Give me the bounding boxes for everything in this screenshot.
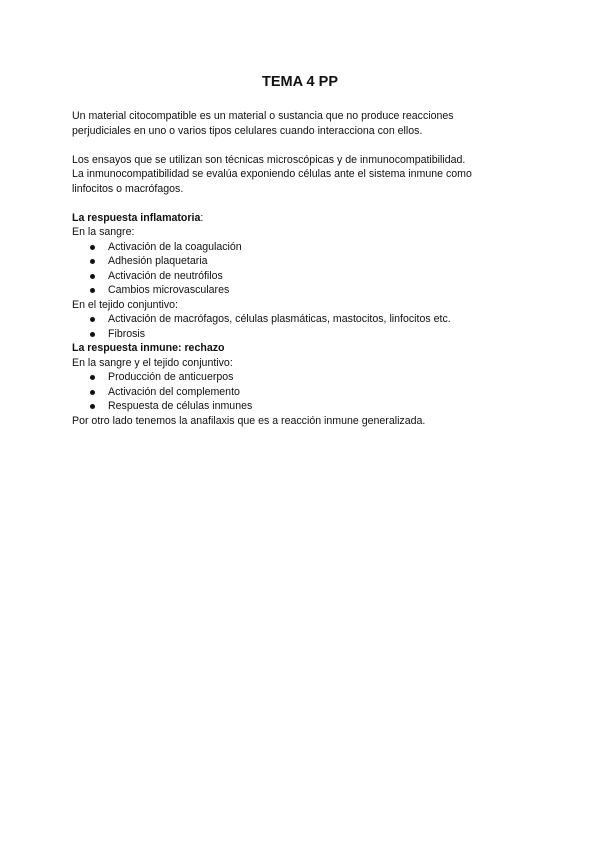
list-item (72, 240, 532, 255)
ensayos-line: La inmunocompatibilidad se evalúa exponiendo células ante el sistema inmune como (72, 168, 472, 180)
bullet-icon (90, 390, 95, 395)
bullet-icon (90, 332, 95, 337)
sangre-list (72, 240, 532, 298)
bullet-icon (90, 245, 95, 250)
list-item-text: Activación del complemento (108, 385, 240, 398)
list-item (72, 312, 532, 327)
paragraph-gap (72, 196, 532, 211)
bullet-icon (90, 404, 95, 409)
list-item-text: Respuesta de células inmunes (108, 400, 253, 412)
bullet-icon (90, 288, 95, 293)
ensayos-line: Los ensayos que se utilizan son técnicas microscópicas y de inmunocompatibilidad. (72, 153, 466, 166)
list-item (72, 385, 532, 400)
bullet-icon (90, 375, 95, 380)
list-item-text: Activación de la coagulación (108, 240, 242, 253)
page-title: TEMA 4 PP (261, 74, 338, 90)
list-item (72, 254, 532, 269)
list-item-text: Fibrosis (108, 327, 146, 340)
heading-colon: : (200, 211, 204, 224)
ensayos-line: linfocitos o macrófagos. (72, 182, 184, 195)
list-item (72, 327, 532, 342)
intro-line: Un material citocompatible es un material o sustancia que no produce reacciones (72, 110, 454, 122)
bullet-icon (90, 317, 95, 322)
inmune-list (72, 370, 532, 414)
tejido-label: En el tejido conjuntivo: (72, 298, 179, 311)
list-item-text: Cambios microvasculares (108, 284, 230, 296)
inflamatoria-heading: La respuesta inflamatoria (72, 211, 201, 224)
list-item (72, 283, 532, 298)
list-item-text: Activación de neutrófilos (108, 269, 223, 282)
inmune-label: En la sangre y el tejido conjuntivo: (72, 356, 233, 369)
list-item-text: Activación de macrófagos, células plasmáticas, mastocitos, linfocitos etc. (108, 313, 451, 325)
sangre-label: En la sangre: (72, 226, 135, 238)
list-item-text: Producción de anticuerpos (108, 371, 234, 383)
inflamatoria-heading-line (72, 211, 532, 226)
tejido-list (72, 312, 532, 341)
list-item (72, 269, 532, 284)
list-item-text: Adhesión plaquetaria (108, 255, 208, 267)
bullet-icon (90, 259, 95, 264)
inmune-heading: La respuesta inmune: rechazo (72, 342, 225, 354)
paragraph-gap (72, 138, 532, 153)
list-item (72, 399, 532, 414)
bullet-icon (90, 274, 95, 279)
list-item (72, 370, 532, 385)
closing-line: Por otro lado tenemos la anafilaxis que es a reacción inmune generalizada. (72, 414, 426, 427)
document-body (72, 109, 532, 428)
intro-line: perjudiciales en uno o varios tipos celulares cuando interacciona con ellos. (72, 124, 423, 137)
